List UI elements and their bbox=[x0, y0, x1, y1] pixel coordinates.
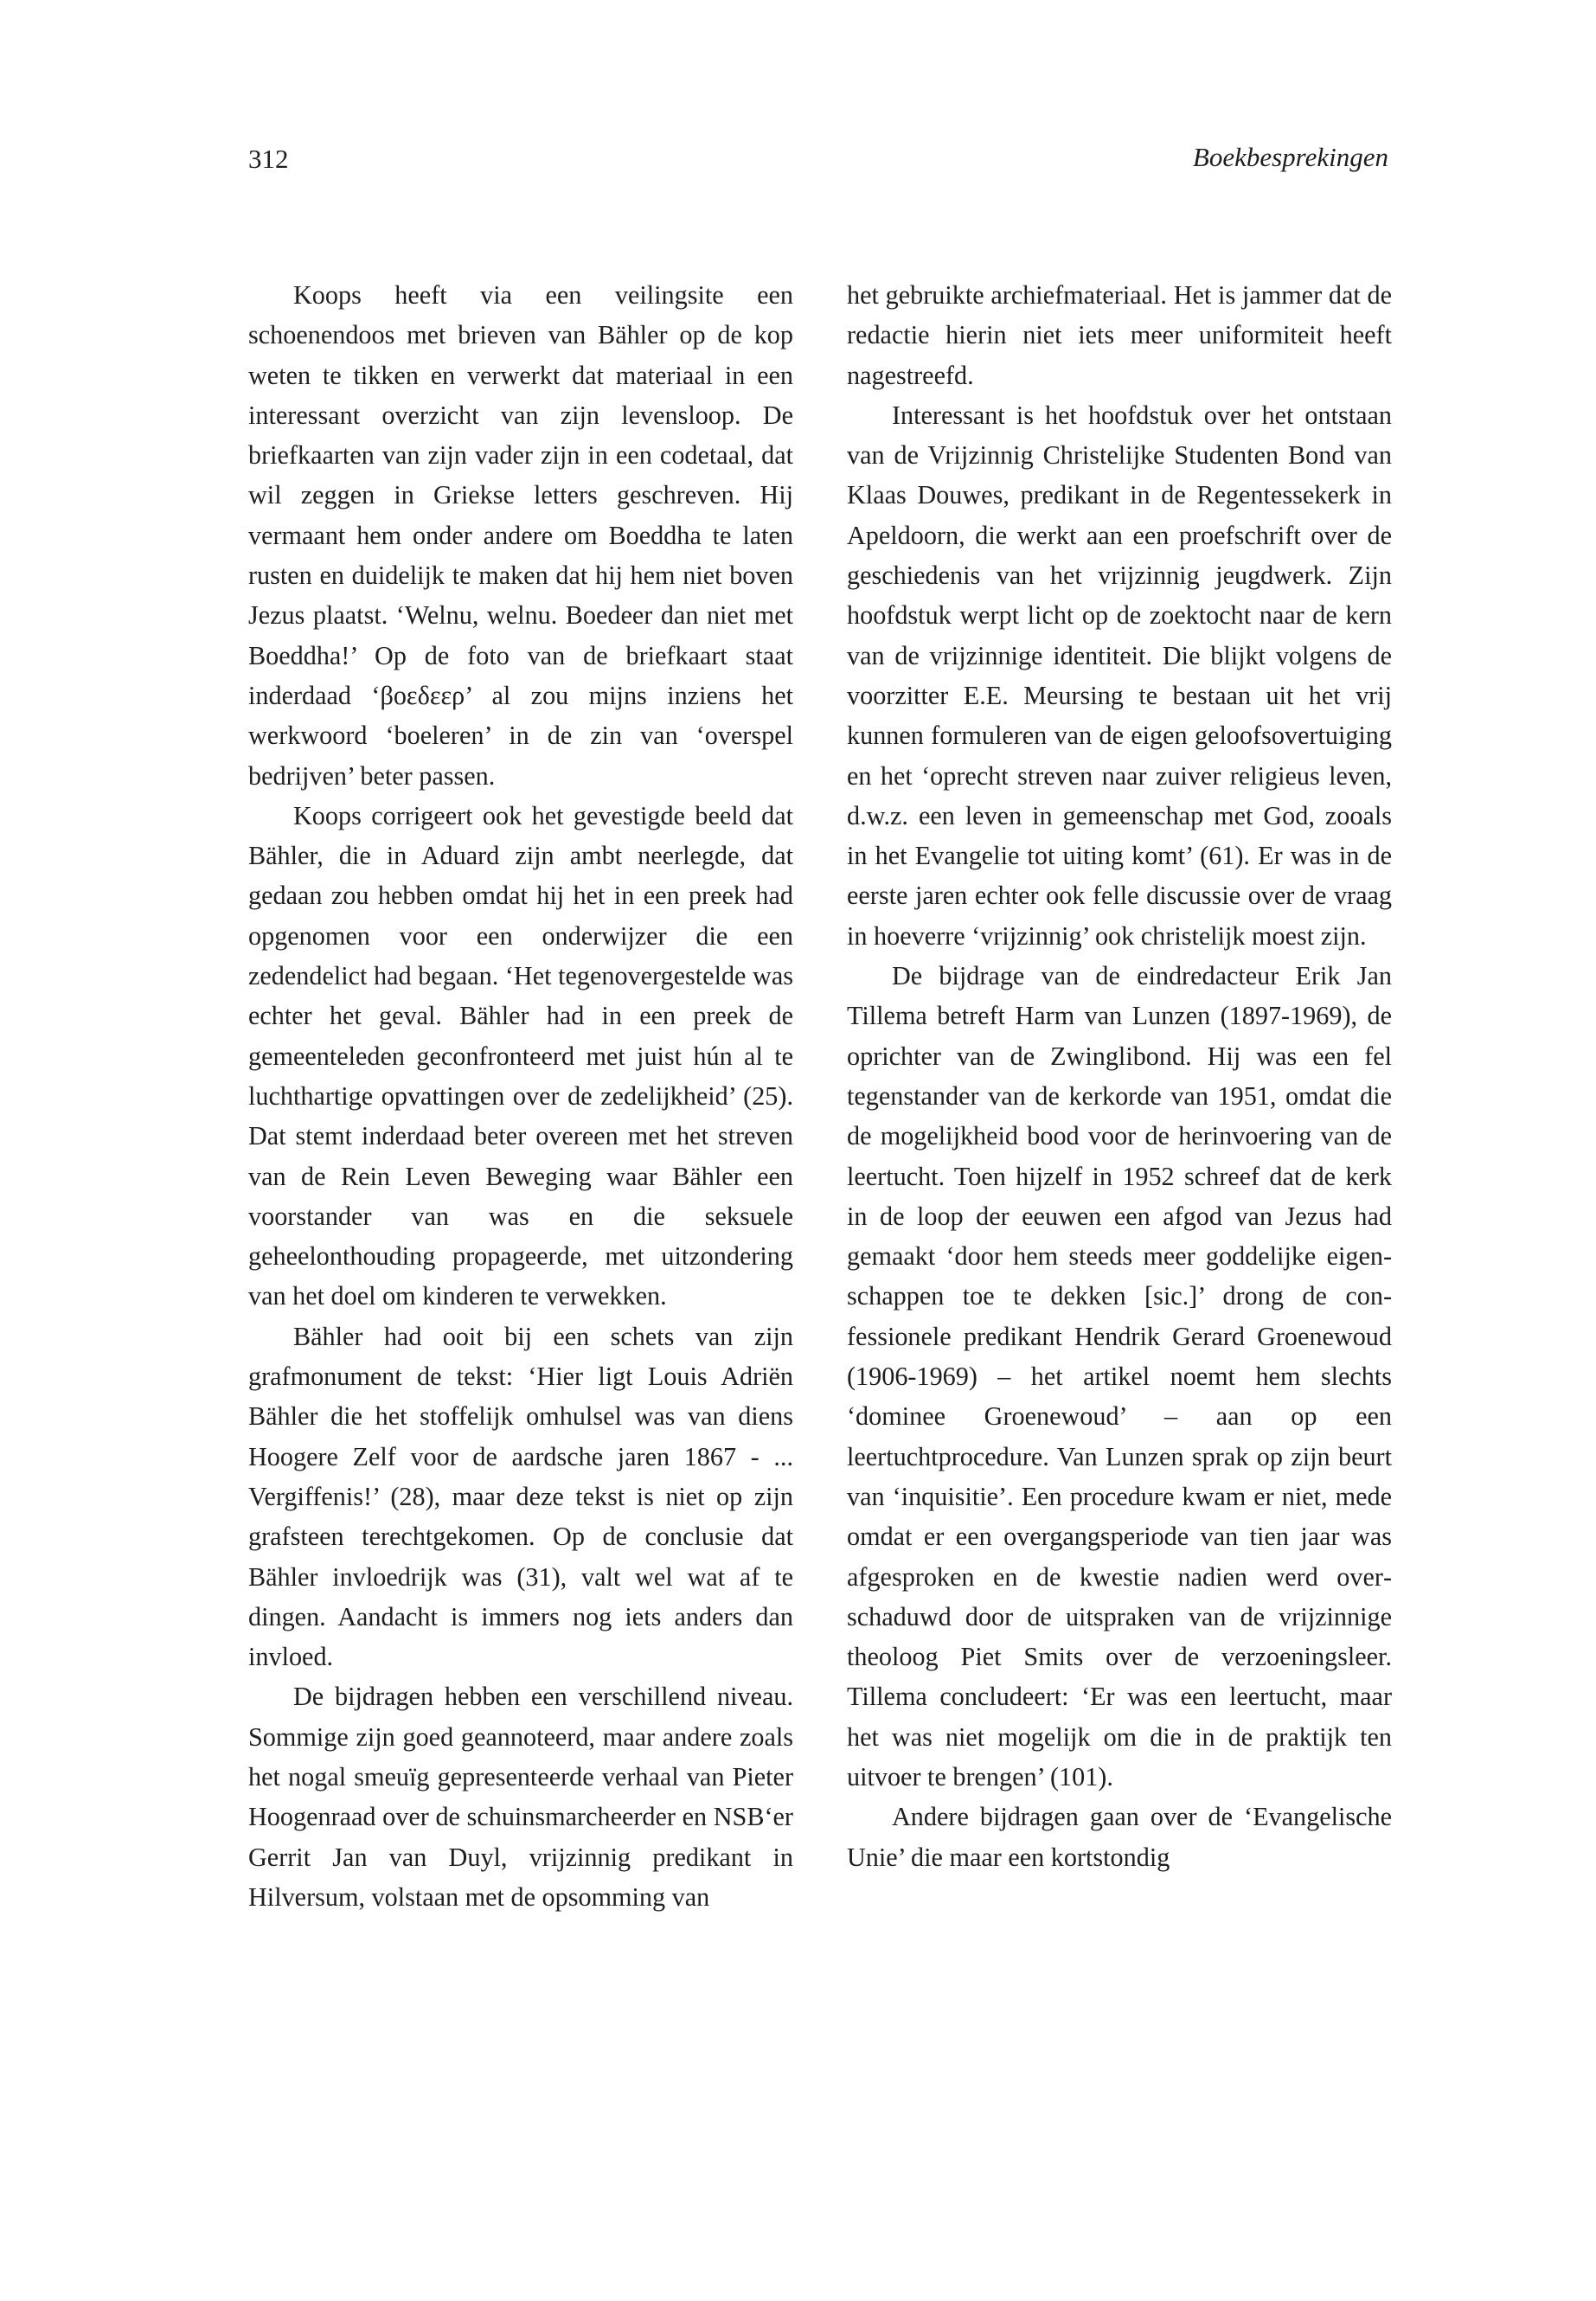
paragraph: De bijdragen hebben een verschillend niveau. Sommige zijn goed geannoteerd, maar andere zoals het nogal smeuïg gepresenteerde verhaal van Pieter Hoogenraad over de schuinsmarcheerder en NSB‘er Gerrit Jan van Duyl, vrijzinnig predikant in Hilversum, volstaan met de opsomming van bbox=[248, 1682, 793, 1912]
paragraph: het gebruikte archiefmateriaal. Het is jammer dat de redactie hierin niet iets meer uniformiteit heeft nagestreefd. bbox=[847, 280, 1392, 390]
paragraph: Interessant is het hoofdstuk over het ontstaan van de Vrijzinnig Christelijke Studenten Bond van Klaas Douwes, predikant in de Regentessekerk in Apeldoorn, die werkt aan een proefschrift over de geschiedenis van het vrijzinnig jeugdwerk. Zijn hoofdstuk werpt licht op de zoektocht naar de kern van de vrijzinnige identiteit. Die blijkt volgens de voorzitter E.E. Meursing te bestaan uit het vrij kunnen formuleren van de eigen geloofsovertuiging en het ‘oprecht streven naar zuiver religieus leven, d.w.z. een leven in gemeenschap met God, zooals in het Evangelie tot uiting komt’ (61). Er was in de eerste jaren echter ook felle discussie over de vraag in hoeverre ‘vrijzinnig’ ook christelijk moest zijn. bbox=[847, 400, 1392, 951]
page-number: 312 bbox=[248, 144, 289, 174]
left-column bbox=[248, 275, 793, 1917]
paragraph: Koops heeft via een veilingsite een schoenendoos met brieven van Bähler op de kop weten te tikken en verwerkt dat materiaal in een interessant overzicht van zijn levensloop. De briefkaarten van zijn vader zijn in een codetaal, dat wil zeggen in Griekse letters geschreven. Hij vermaant hem onder andere om Boeddha te laten rusten en duidelijk te maken dat hij hem niet boven Jezus plaatst. ‘Welnu, welnu. Boedeer dan niet met Boeddha!’ Op de foto van de briefkaart staat inderdaad ‘βοεδεερ’ al zou mijns inziens het werkwoord ‘boeleren’ in de zin van ‘overspel bedrijven’ beter passen. bbox=[248, 280, 793, 791]
paragraph: De bijdrage van de eindredacteur Erik Jan Tillema betreft Harm van Lunzen (1897-1969), de oprichter van de Zwinglibond. Hij was een fel tegenstander van de kerkorde van 1951, omdat die de mogelijkheid bood voor de herinvoering van de leertucht. Toen hijzelf in 1952 schreef dat de kerk in de loop der eeuwen een afgod van Jezus had gemaakt ‘door hem steeds meer goddelijke eigenschappen toe te dekken [sic.]’ drong de confessionele predikant Hendrik Gerard Groenewoud (1906-1969) – het artikel noemt hem slechts ‘dominee Groenewoud’ – aan op een leertuchtprocedure. Van Lunzen sprak op zijn beurt van ‘inquisitie’. Een procedure kwam er niet, mede omdat er een overgangsperiode van tien jaar was afgesproken en de kwestie nadien werd overschaduwd door de uitspraken van de vrijzinnige theoloog Piet Smits over de verzoeningsleer. Tillema concludeert: ‘Er was een leertucht, maar het was niet mogelijk om die in de praktijk ten uitvoer te brengen’ (101). bbox=[847, 961, 1392, 1791]
right-column bbox=[847, 275, 1392, 1877]
paragraph: Andere bijdragen gaan over de ‘Evangelische Unie’ die maar een kortstondig bbox=[847, 1802, 1392, 1872]
paragraph: Bähler had ooit bij een schets van zijn grafmonument de tekst: ‘Hier ligt Louis Adriën Bähler die het stoffelijk omhulsel was van diens Hoogere Zelf voor de aardsche jaren 1867 - ... Vergiffenis!’ (28), maar deze tekst is niet op zijn grafsteen terechtgekomen. Op de conclusie dat Bähler invloedrijk was (31), valt wel wat af te dingen. Aandacht is immers nog iets anders dan invloed. bbox=[248, 1321, 793, 1672]
running-head: Boekbesprekingen bbox=[1192, 142, 1388, 172]
paragraph: Koops corrigeert ook het gevestigde beeld dat Bähler, die in Aduard zijn ambt neerlegde, dat gedaan zou hebben omdat hij het in een preek had opgenomen voor een onderwijzer die een zedendelict had begaan. ‘Het tegenovergestelde was echter het geval. Bähler had in een preek de gemeenteleden geconfronteerd met juist hún al te luchthartige opvattingen over de zedelijkheid’ (25). Dat stemt inderdaad beter overeen met het streven van de Rein Leven Beweging waar Bähler een voorstander van was en die seksuele geheelonthouding propageerde, met uitzondering van het doel om kinderen te verwekken. bbox=[248, 800, 793, 1311]
